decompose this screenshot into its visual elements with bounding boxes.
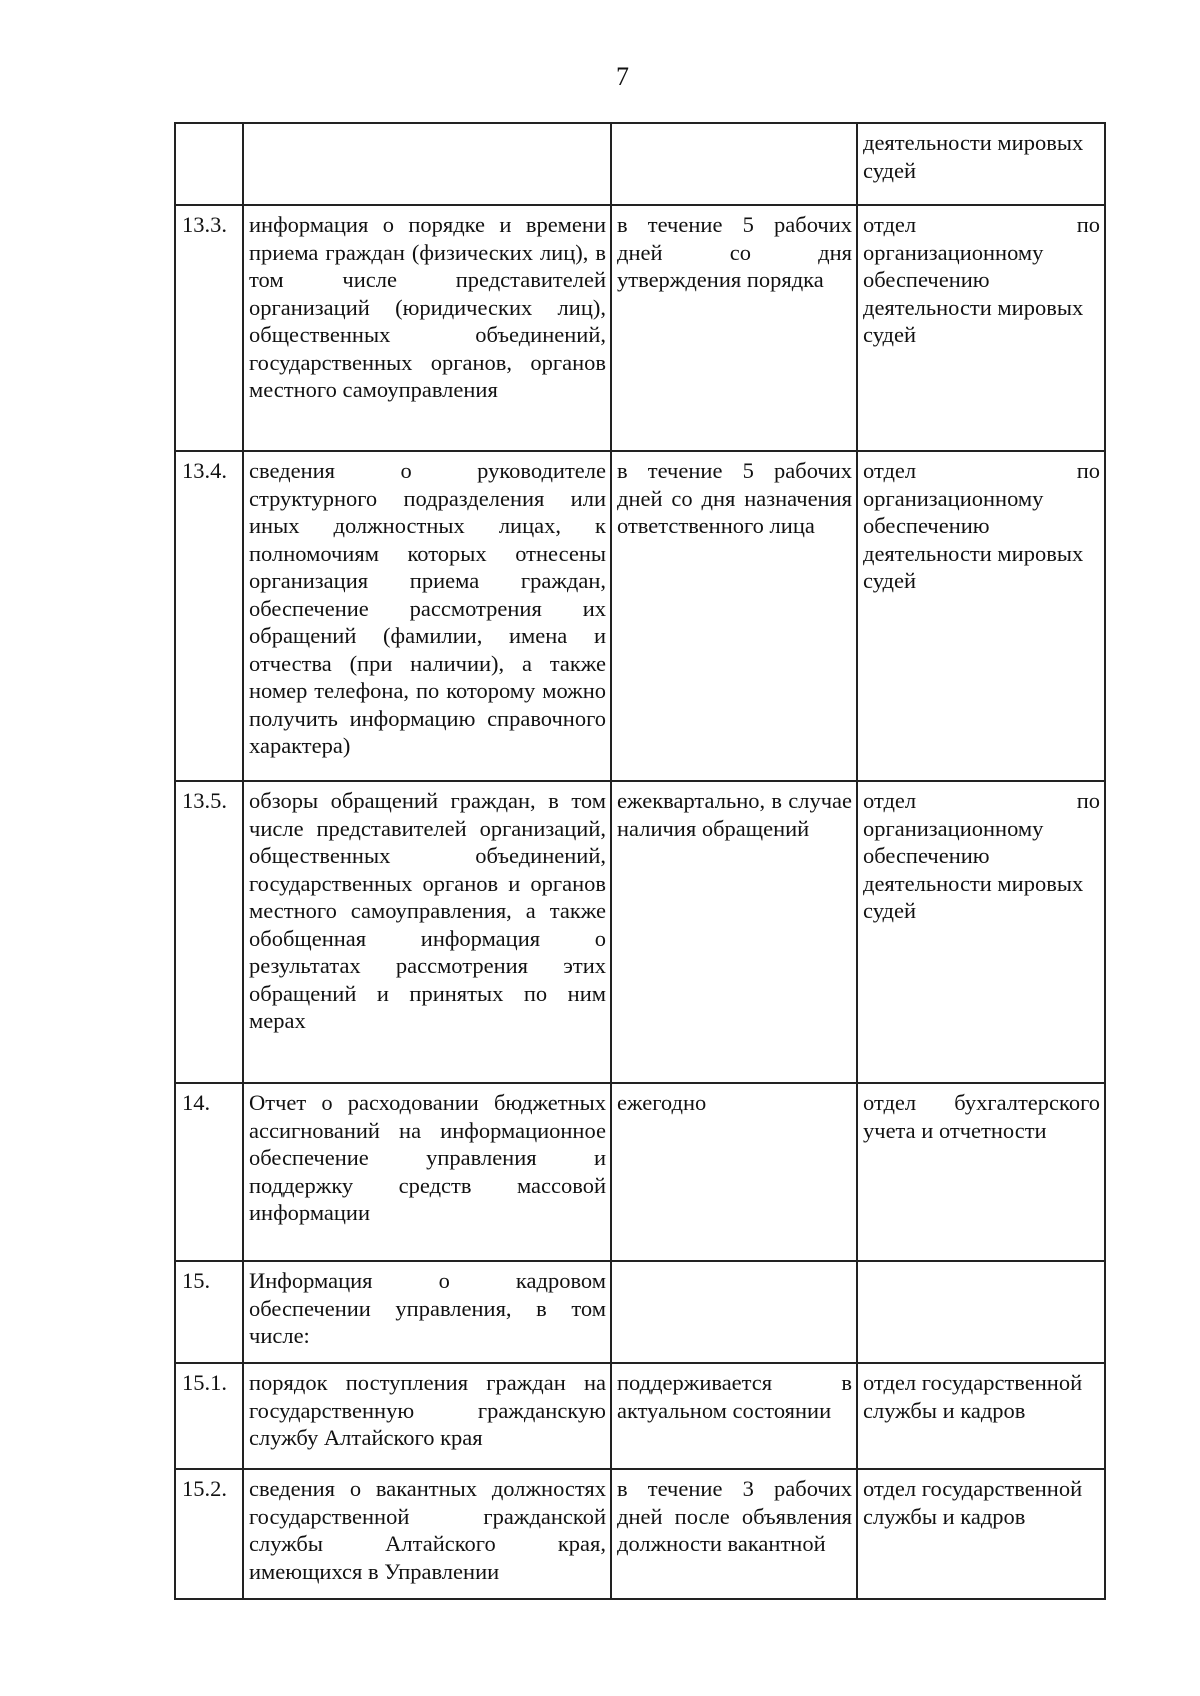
table-row [175,1469,1105,1599]
item-description: порядок поступления граждан на государственную гражданскую службу Алтайского края [243,1363,611,1469]
item-description: информация о порядке и времени приема граждан (физических лиц), в том числе представителей организаций (юридических лиц), общественных объединений, государственных органов, органов местного самоуправления [243,205,611,451]
responsible-head-word: отдел [863,212,917,237]
item-description: сведения о вакантных должностях государственной гражданской службы Алтайского края, имеющихся в Управлении [243,1469,611,1599]
item-term: в течение 5 рабочих дней со дня утверждения порядка [611,205,857,451]
page-number: 7 [616,62,629,91]
table-row [175,1083,1105,1261]
item-description: обзоры обращений граждан, в том числе представителей организаций, общественных объединений, государственных органов и органов местного самоуправления, а также обобщенная информация о результатах рассмотрения этих обращений и принятых по ним мерах [243,781,611,1083]
item-number: 15. [175,1261,243,1363]
item-description: Информация о кадровом обеспечении управления, в том числе: [243,1261,611,1363]
item-responsible [857,205,1105,451]
item-number: 14. [175,1083,243,1261]
disclosure-table [174,122,1106,1600]
item-responsible [857,1261,1105,1363]
item-responsible [857,1363,1105,1469]
responsible-head [863,457,1100,485]
responsible-text: организационному обеспечению деятельности мировых судей [863,485,1084,593]
item-description: Отчет о расходовании бюджетных ассигнований на информационное обеспечение управления и поддержку средств массовой информации [243,1083,611,1261]
responsible-head-word: отдел [863,458,917,483]
item-responsible [857,1083,1105,1261]
item-term: ежегодно [611,1083,857,1261]
item-responsible [857,781,1105,1083]
table-row [175,205,1105,451]
item-responsible [857,123,1105,205]
item-description: сведения о руководителе структурного подразделения или иных должностных лицах, к полномочиям которых отнесены организация приема граждан, обеспечение рассмотрения их обращений (фамилии, имена и отчества (при наличии), а также номер телефона, по которому можно получить информацию справочного характера) [243,451,611,781]
item-term: в течение 5 рабочих дней со дня назначения ответственного лица [611,451,857,781]
item-term: ежеквартально, в случае наличия обращений [611,781,857,1083]
responsible-text: деятельности мировых судей [863,130,1084,183]
responsible-text: отдел государственной службы и кадров [863,1476,1083,1529]
item-description [243,123,611,205]
table-row [175,123,1105,205]
item-number: 13.3. [175,205,243,451]
item-term [611,123,857,205]
responsible-head [863,211,1100,239]
item-number [175,123,243,205]
table-row [175,781,1105,1083]
responsible-head [863,787,1100,815]
table-row [175,451,1105,781]
table-row [175,1363,1105,1469]
item-number: 15.2. [175,1469,243,1599]
responsible-text: организационному обеспечению деятельности мировых судей [863,239,1084,347]
responsible-text: отдел бухгалтерского учета и отчетности [863,1090,1100,1143]
item-responsible [857,451,1105,781]
responsible-text: организационному обеспечению деятельности мировых судей [863,815,1084,923]
responsible-text: отдел государственной службы и кадров [863,1370,1083,1423]
responsible-tail-word: по [1076,788,1100,813]
item-responsible [857,1469,1105,1599]
item-number: 13.4. [175,451,243,781]
table-row [175,1261,1105,1363]
responsible-tail-word: по [1076,458,1100,483]
responsible-head-word: отдел [863,788,917,813]
item-number: 13.5. [175,781,243,1083]
item-term [611,1261,857,1363]
item-term: в течение 3 рабочих дней после объявления должности вакантной [611,1469,857,1599]
item-term: поддерживается в актуальном состоянии [611,1363,857,1469]
responsible-tail-word: по [1076,212,1100,237]
item-number: 15.1. [175,1363,243,1469]
